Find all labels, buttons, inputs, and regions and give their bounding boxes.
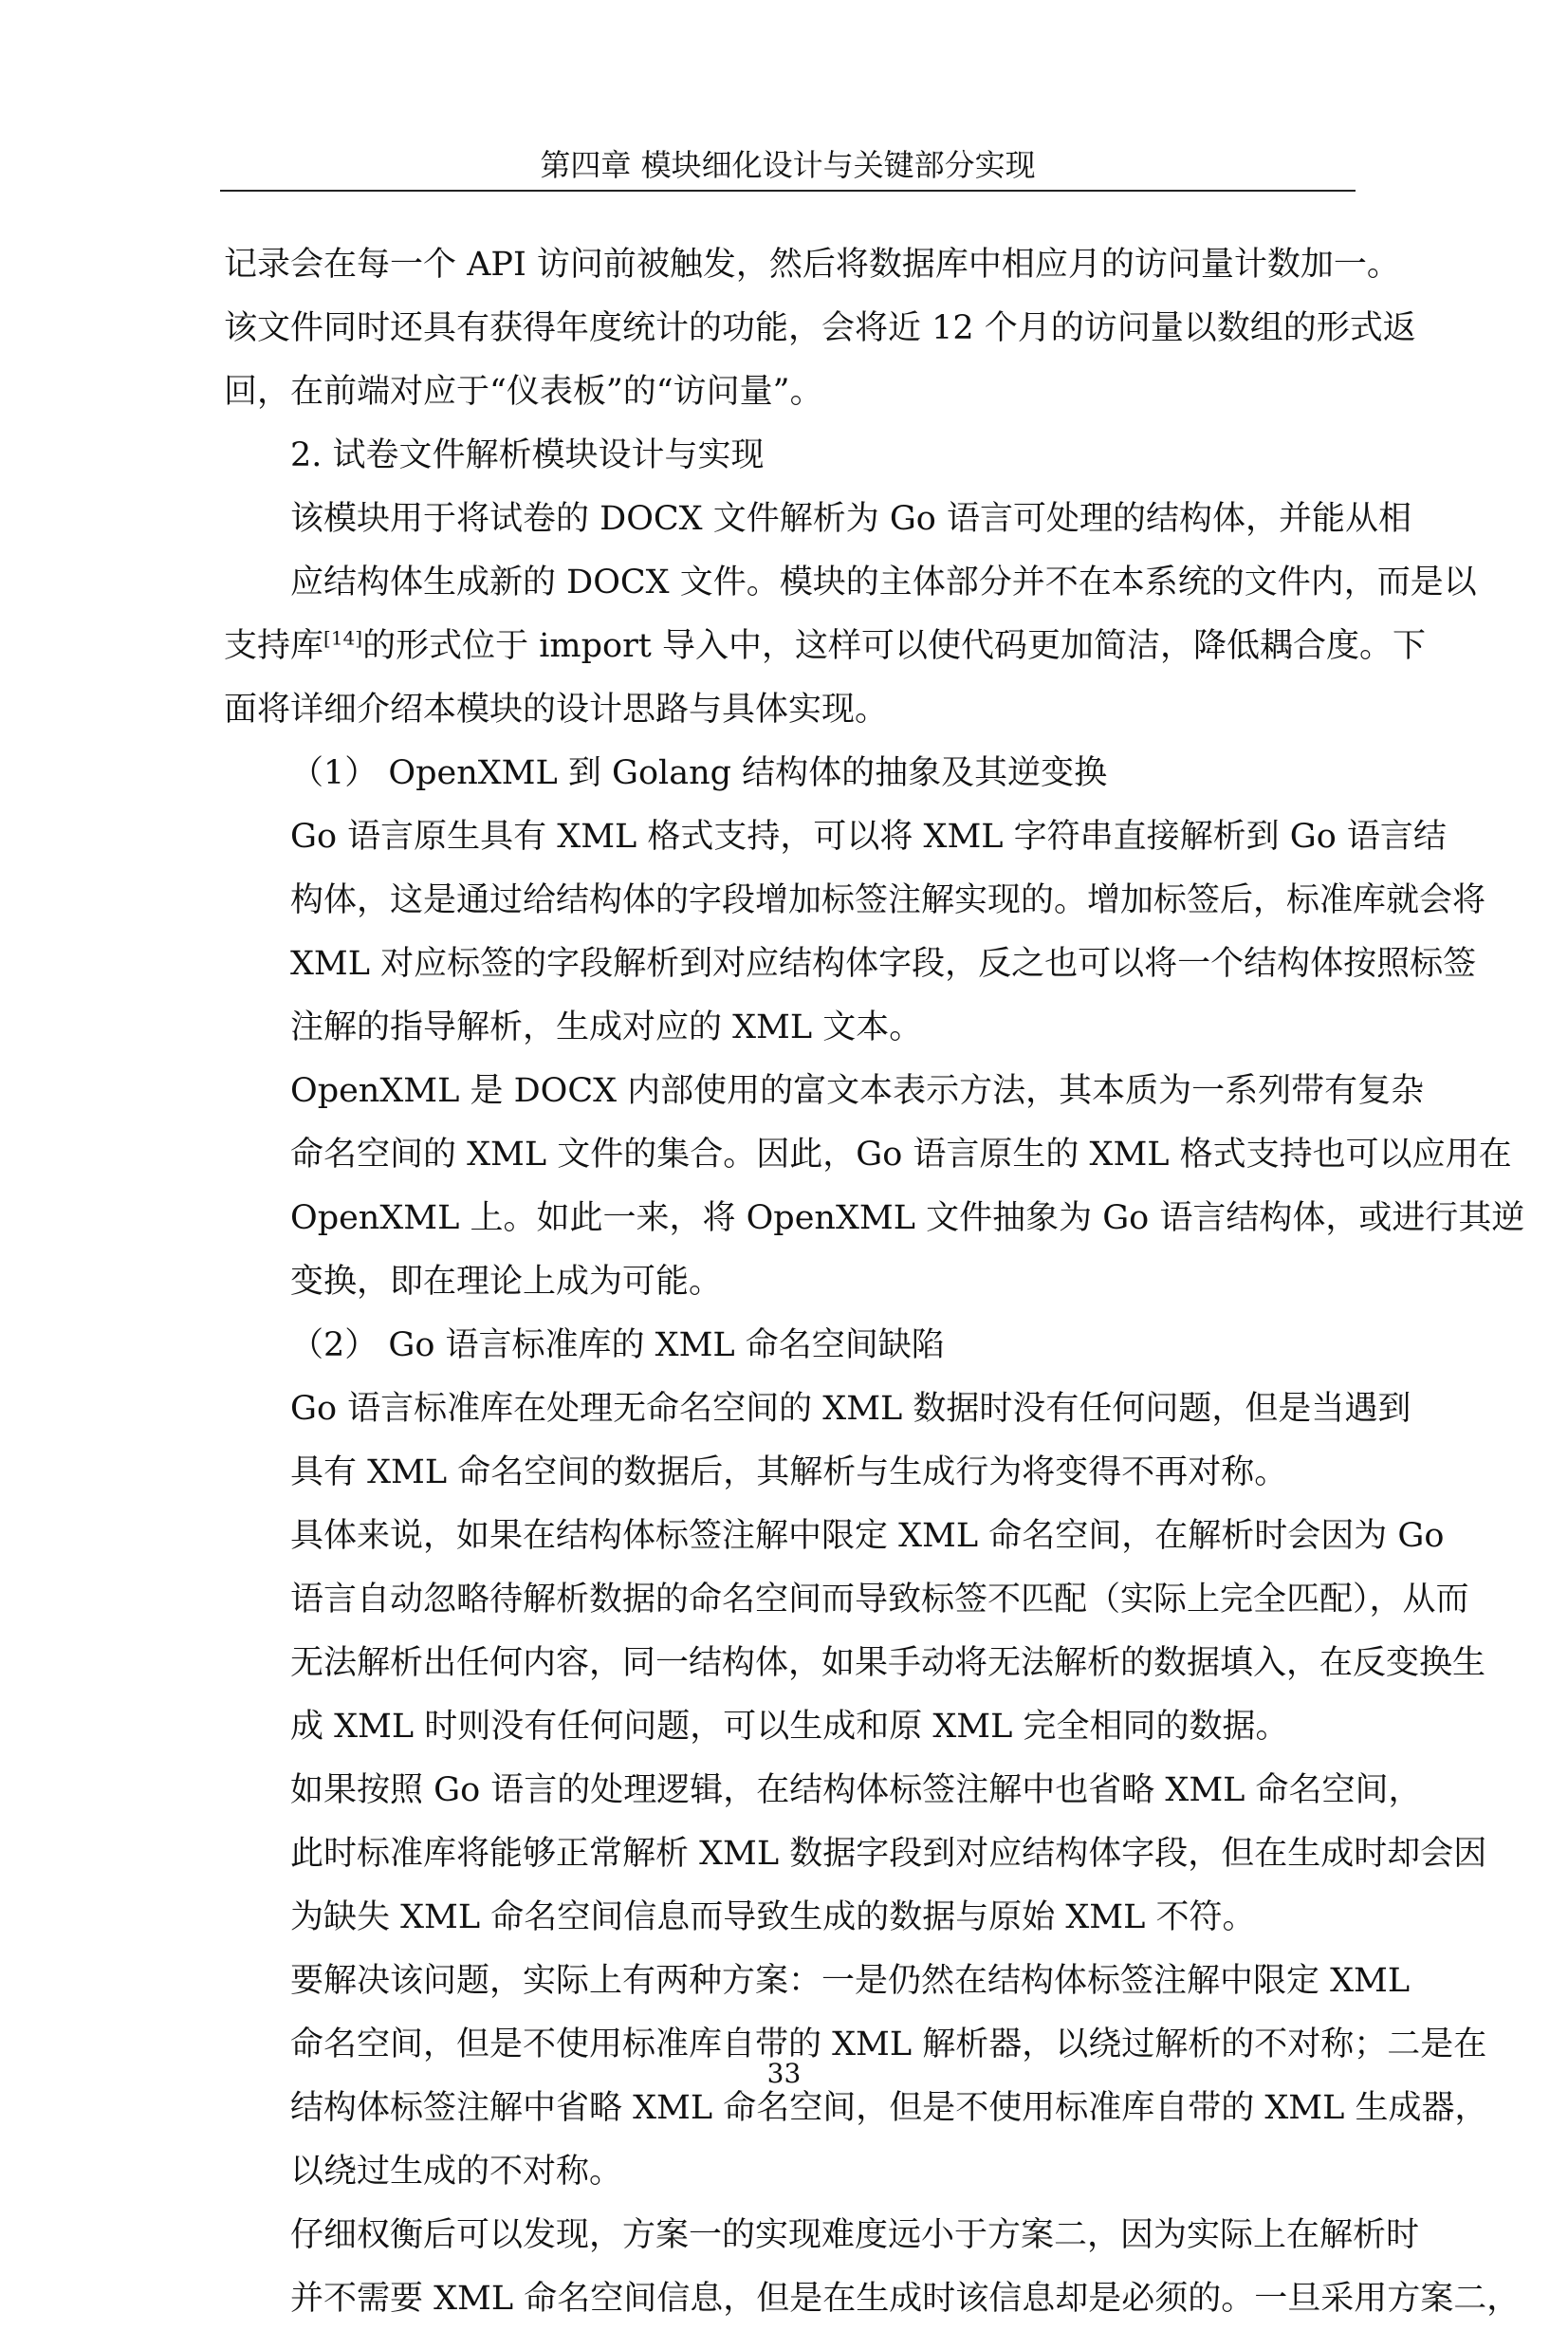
text-line: XML 对应标签的字段解析到对应结构体字段，反之也可以将一个结构体按照标签 — [290, 945, 1477, 983]
paragraph — [224, 1759, 1487, 1950]
text-line: 注解的指导解析，生成对应的 XML 文本。 — [290, 1008, 923, 1046]
text-line: 构体，这是通过给结构体的字段增加标签注解实现的。增加标签后，标准库就会将 — [290, 881, 1486, 919]
paragraph — [224, 805, 1486, 1060]
text-line: 要解决该问题，实际上有两种方案：一是仍然在结构体标签注解中限定 XML — [290, 1962, 1411, 2000]
text-line: Go 语言标准库在处理无命名空间的 XML 数据时没有任何问题，但是当遇到 — [290, 1390, 1411, 1428]
text-line: 该文件同时还具有获得年度统计的功能，会将近 12 个月的访问量以数组的形式返 — [224, 309, 1416, 347]
text-line: 具体来说，如果在结构体标签注解中限定 XML 命名空间，在解析时会因为 Go — [290, 1517, 1445, 1555]
text-line: 仔细权衡后可以发现，方案一的实现难度远小于方案二，因为实际上在解析时 — [290, 2216, 1420, 2254]
paragraph — [224, 488, 1477, 615]
text-line: OpenXML 上。如此一来，将 OpenXML 文件抽象为 Go 语言结构体，或进行其逆 — [290, 1199, 1525, 1237]
text-line: 变换，即在理论上成为可能。 — [290, 1263, 723, 1301]
text-line: 以绕过生成的不对称。 — [290, 2153, 623, 2191]
citation-after: 的形式位于 import 导入中，这样可以使代码更加简洁，降低耦合度。下 — [362, 627, 1426, 665]
text-line: （2） Go 语言标准库的 XML 命名空间缺陷 — [290, 1326, 945, 1364]
citation-ref[interactable]: [14] — [323, 626, 363, 650]
text-line: 如果按照 Go 语言的处理逻辑，在结构体标签注解中也省略 XML 命名空间， — [290, 1771, 1422, 1809]
text-line: 命名空间的 XML 文件的集合。因此，Go 语言原生的 XML 格式支持也可以应用在 — [290, 1136, 1512, 1174]
page-number: 33 — [766, 2058, 802, 2089]
text-line: 记录会在每一个 API 访问前被触发，然后将数据库中相应月的访问量计数加一。 — [224, 246, 1400, 284]
text-line: 回，在前端对应于“仪表板”的“访问量”。 — [224, 373, 823, 411]
page-body — [224, 233, 1525, 2331]
text-line: OpenXML 是 DOCX 内部使用的富文本表示方法，其本质为一系列带有复杂 — [290, 1072, 1425, 1110]
paragraph — [224, 2204, 1521, 2331]
header-rule — [220, 190, 1356, 192]
text-line: 语言自动忽略待解析数据的命名空间而导致标签不匹配（实际上完全匹配），从而 — [290, 1581, 1469, 1619]
text-line: 并不需要 XML 命名空间信息，但是在生成时该信息却是必须的。一旦采用方案二， — [290, 2280, 1521, 2318]
text-line: 面将详细介绍本模块的设计思路与具体实现。 — [224, 691, 889, 729]
text-line: 成 XML 时则没有任何问题，可以生成和原 XML 完全相同的数据。 — [290, 1708, 1289, 1746]
paragraph — [224, 1505, 1486, 1759]
text-line: 2. 试卷文件解析模块设计与实现 — [290, 436, 765, 474]
paragraph-continuation — [224, 615, 1426, 742]
citation-before: 支持库 — [224, 627, 324, 665]
text-line — [224, 615, 1426, 678]
section-heading — [224, 424, 1353, 488]
subsection-heading — [224, 742, 1353, 805]
text-line: （1） OpenXML 到 Golang 结构体的抽象及其逆变换 — [290, 754, 1108, 792]
text-line: 命名空间，但是不使用标准库自带的 XML 解析器，以绕过解析的不对称；二是在 — [290, 2026, 1487, 2063]
paragraph — [224, 233, 1416, 424]
subsection-heading — [224, 1314, 1353, 1378]
chapter-header: 第四章 模块细化设计与关键部分实现 — [540, 147, 1036, 183]
text-line: 具有 XML 命名空间的数据后，其解析与生成行为将变得不再对称。 — [290, 1453, 1288, 1491]
text-line: 应结构体生成新的 DOCX 文件。模块的主体部分并不在本系统的文件内，而是以 — [290, 564, 1477, 601]
text-line: 结构体标签注解中省略 XML 命名空间，但是不使用标准库自带的 XML 生成器， — [290, 2089, 1488, 2127]
text-line: 此时标准库将能够正常解析 XML 数据字段到对应结构体字段，但在生成时却会因 — [290, 1835, 1487, 1873]
paragraph — [224, 1060, 1525, 1314]
text-line: 该模块用于将试卷的 DOCX 文件解析为 Go 语言可处理的结构体，并能从相 — [290, 500, 1411, 538]
text-line: 为缺失 XML 命名空间信息而导致生成的数据与原始 XML 不符。 — [290, 1898, 1256, 1936]
text-line: Go 语言原生具有 XML 格式支持，可以将 XML 字符串直接解析到 Go 语言结 — [290, 818, 1447, 856]
paragraph — [224, 1378, 1411, 1505]
text-line: 无法解析出任何内容，同一结构体，如果手动将无法解析的数据填入，在反变换生 — [290, 1644, 1486, 1682]
